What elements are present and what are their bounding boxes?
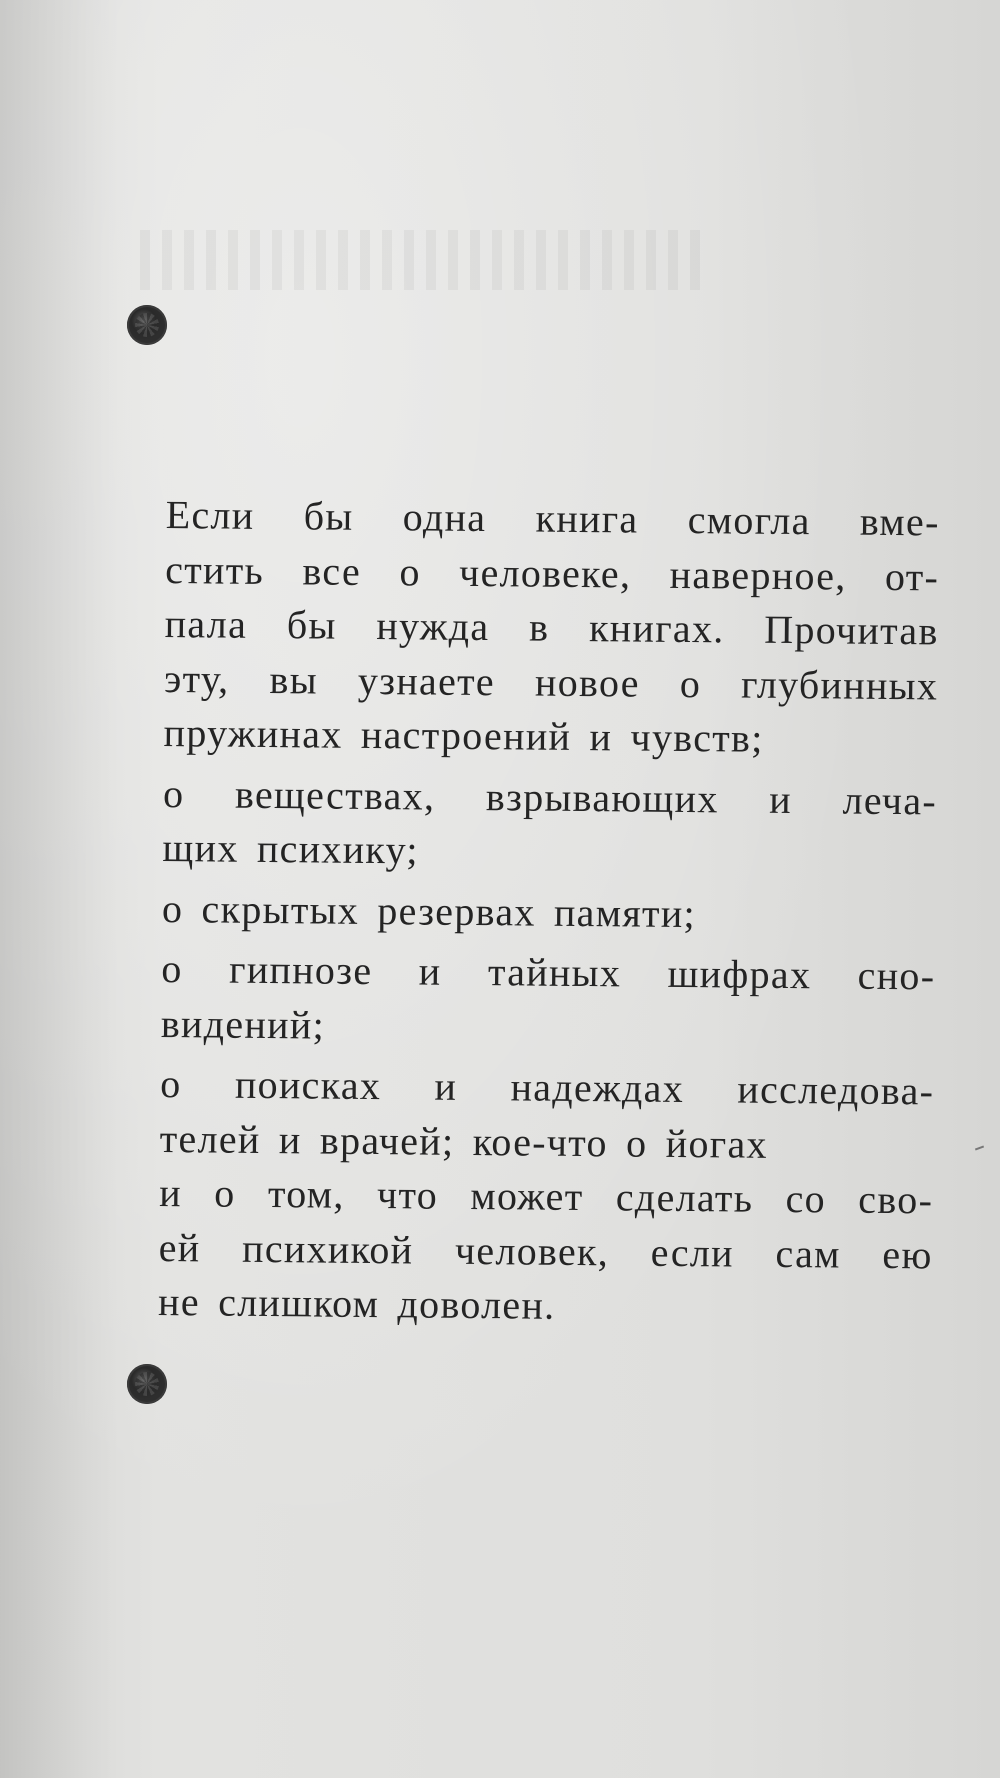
text-line: пала бы нужда в книгах. Прочитав: [164, 600, 939, 654]
text-line: пружинах настроений и чувств;: [163, 709, 764, 761]
text-line: о поисках и надеждах исследова-: [160, 1060, 935, 1114]
ink-speck: [975, 1146, 984, 1151]
text-line: о гипнозе и тайных шифрах сно-: [161, 945, 936, 999]
annotation-text: [158, 488, 940, 1337]
text-line: стить все о человеке, наверное, от-: [165, 546, 940, 599]
top-ornament-icon: [127, 305, 167, 345]
bottom-ornament-icon: [127, 1364, 167, 1404]
text-line: о скрытых резервах памяти;: [161, 885, 697, 936]
text-line: щих психику;: [162, 824, 419, 873]
text-line: эту, вы узнаете новое о глубинных: [163, 655, 939, 708]
show-through-text: [140, 230, 700, 290]
text-line: телей и врачей; кое-что о йогах: [159, 1115, 769, 1167]
text-line: ей психикой человек, если сам ею: [158, 1224, 933, 1277]
page-fold-shadow: [0, 0, 120, 1778]
text-line: Если бы одна книга смогла вме-: [165, 491, 940, 545]
text-line: видений;: [160, 1000, 326, 1048]
text-line: не слишком доволен.: [157, 1278, 556, 1328]
text-line: и о том, что может сделать со сво-: [159, 1169, 934, 1223]
text-line: о веществах, взрывающих и леча-: [162, 770, 938, 823]
